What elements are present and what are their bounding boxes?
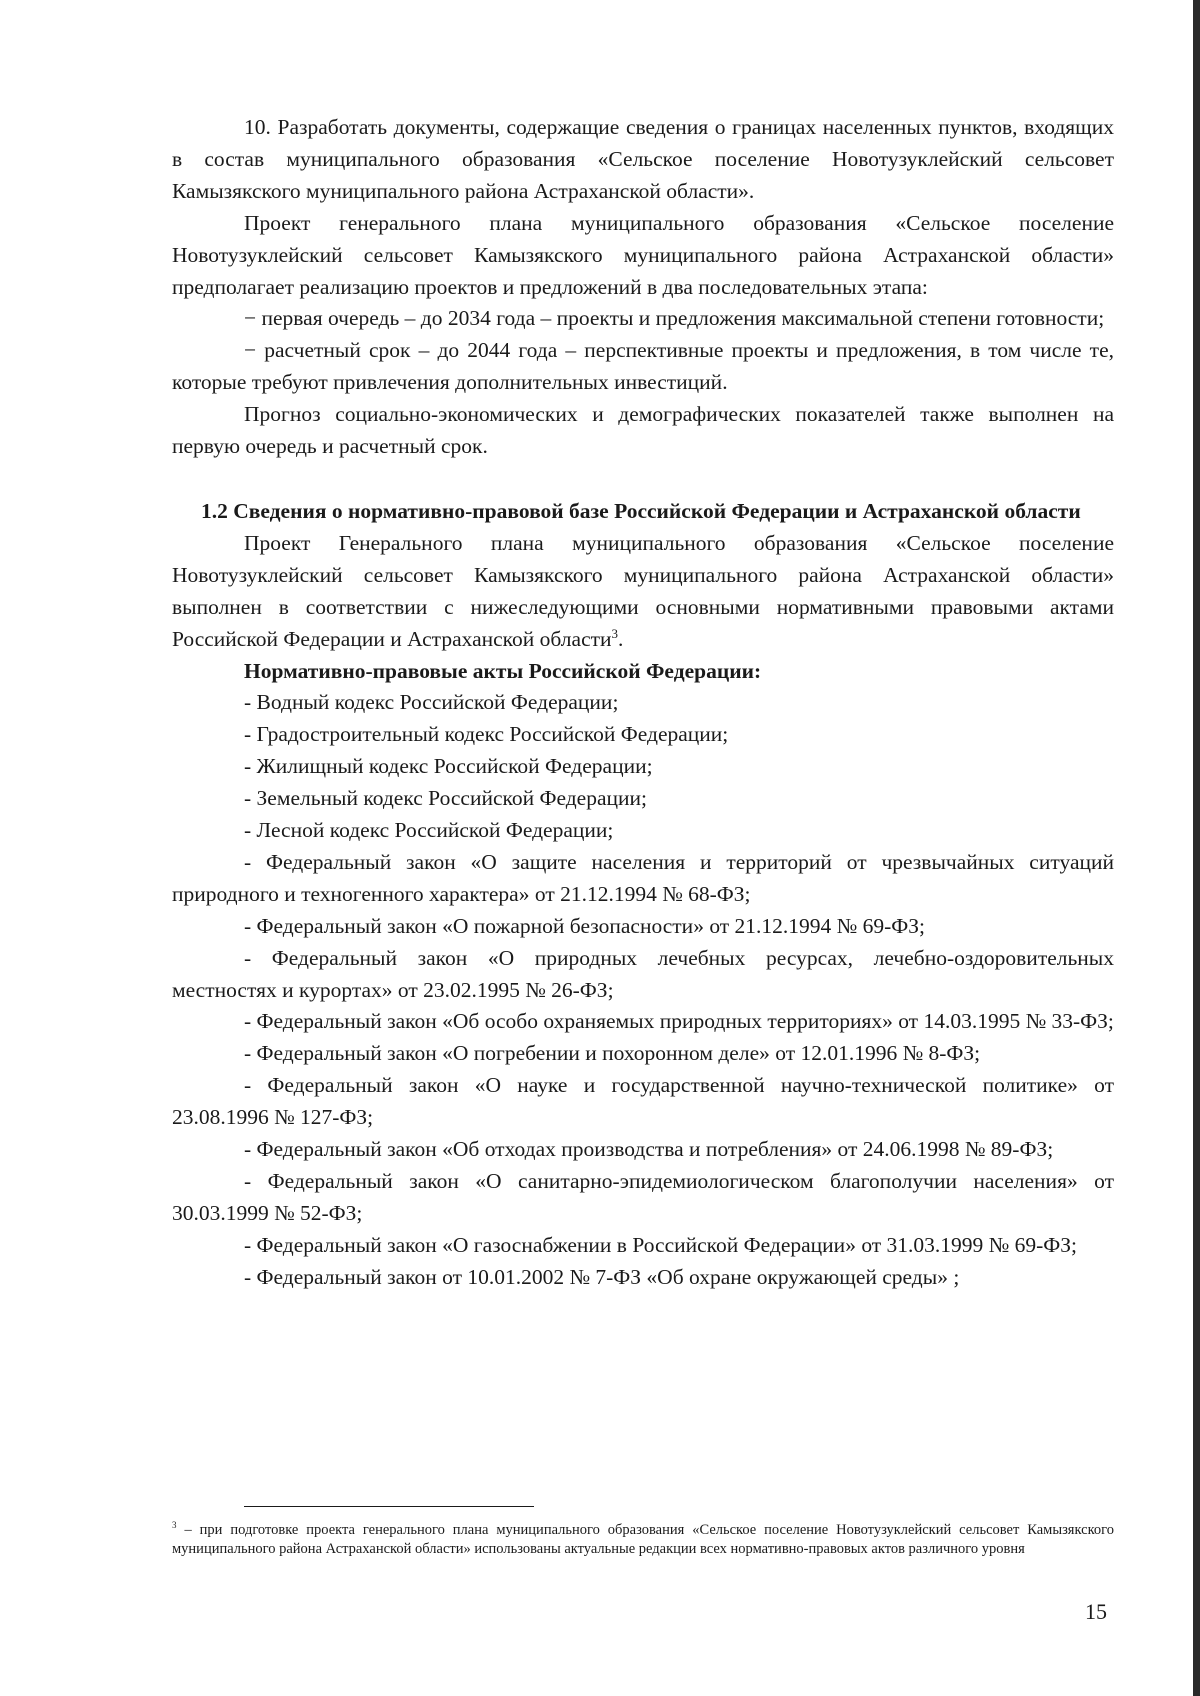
page-number: 15 — [1085, 1599, 1107, 1624]
act-item: - Жилищный кодекс Российской Федерации; — [244, 754, 653, 779]
act-item: - Федеральный закон «О природных лечебных ресурсах, лечебно-оздоровительных местностях и курортах» от 23.02.1995 № 26-ФЗ; — [172, 945, 1114, 1002]
paragraph-item-10: 10. Разработать документы, содержащие сведения о границах населенных пунктов, входящих в состав муниципального образования «Сельское поселение Новотузуклейский сельсовет Камызякского муниципального района Астраханской области». — [172, 115, 1114, 203]
list-item-estimated-term: − расчетный срок – до 2044 года – перспективные проекты и предложения, в том числе те, которые требуют привлечения дополнительных инвестиций. — [172, 338, 1114, 395]
act-item: - Федеральный закон «О науке и государственной научно-технической политике» от 23.08.1996 № 127-ФЗ; — [172, 1073, 1114, 1130]
act-item: - Федеральный закон «Об особо охраняемых природных территориях» от 14.03.1995 № 33-ФЗ; — [244, 1009, 1114, 1034]
footnote — [172, 1521, 1114, 1558]
section-intro-end: . — [618, 626, 624, 651]
subheading-rf-acts: Нормативно-правовые акты Российской Федерации: — [244, 658, 762, 683]
paragraph-section-intro — [172, 528, 1114, 656]
act-item: - Федеральный закон «О санитарно-эпидемиологическом благополучии населения» от 30.03.1999 № 52-ФЗ; — [172, 1169, 1114, 1225]
act-item: - Градостроительный кодекс Российской Федерации; — [244, 722, 729, 747]
act-item: - Федеральный закон «О газоснабжении в Российской Федерации» от 31.03.1999 № 69-ФЗ; — [244, 1232, 1077, 1257]
document-body — [172, 112, 1114, 1294]
act-item: - Федеральный закон «О пожарной безопасности» от 21.12.1994 № 69-ФЗ; — [244, 913, 925, 938]
act-item: - Федеральный закон от 10.01.2002 № 7-ФЗ «Об охране окружающей среды» ; — [244, 1264, 960, 1289]
act-item: - Федеральный закон «О защите населения и территорий от чрезвычайных ситуаций природного и техногенного характера» от 21.12.1994 № 68-ФЗ; — [172, 849, 1114, 906]
act-item: - Федеральный закон «О погребении и похоронном деле» от 12.01.1996 № 8-ФЗ; — [244, 1041, 981, 1066]
act-item: - Федеральный закон «Об отходах производства и потребления» от 24.06.1998 № 89-ФЗ; — [244, 1137, 1054, 1162]
section-heading: 1.2 Сведения о нормативно-правовой базе Российской Федерации и Астраханской области — [201, 498, 1081, 523]
paragraph-project-stages: Проект генерального плана муниципального образования «Сельское поселение Новотузуклейский сельсовет Камызякского муниципального района Астраханской области» предполагает реализацию проектов и предложений в два последовательных этапа: — [172, 210, 1114, 299]
footnote-marker: 3 — [172, 1520, 177, 1531]
list-item-first-stage: − первая очередь – до 2034 года – проекты и предложения максимальной степени готовности; — [244, 306, 1105, 331]
act-item: - Водный кодекс Российской Федерации; — [244, 690, 619, 715]
footnote-text: – при подготовке проекта генерального плана муниципального образования «Сельское поселение Новотузуклейский сельсовет Камызякского муниципального района Астраханской области» использованы актуальные редакции всех нормативно-правовых актов различного уровня — [172, 1522, 1114, 1557]
page-edge-shadow — [1193, 0, 1200, 1696]
paragraph-forecast: Прогноз социально-экономических и демографических показателей также выполнен на первую очередь и расчетный срок. — [172, 402, 1114, 459]
act-item: - Земельный кодекс Российской Федерации; — [244, 786, 647, 811]
footnote-reference[interactable]: 3 — [611, 625, 619, 641]
footnote-separator — [244, 1506, 534, 1507]
section-intro-text: Проект Генерального плана муниципального образования «Сельское поселение Новотузуклейский сельсовет Камызякского муниципального района Астраханской области» выполнен в соответствии с нижеследующими основными нормативными правовыми актами Российской Федерации и Астраханской области — [172, 530, 1114, 651]
act-item: - Лесной кодекс Российской Федерации; — [244, 818, 614, 843]
